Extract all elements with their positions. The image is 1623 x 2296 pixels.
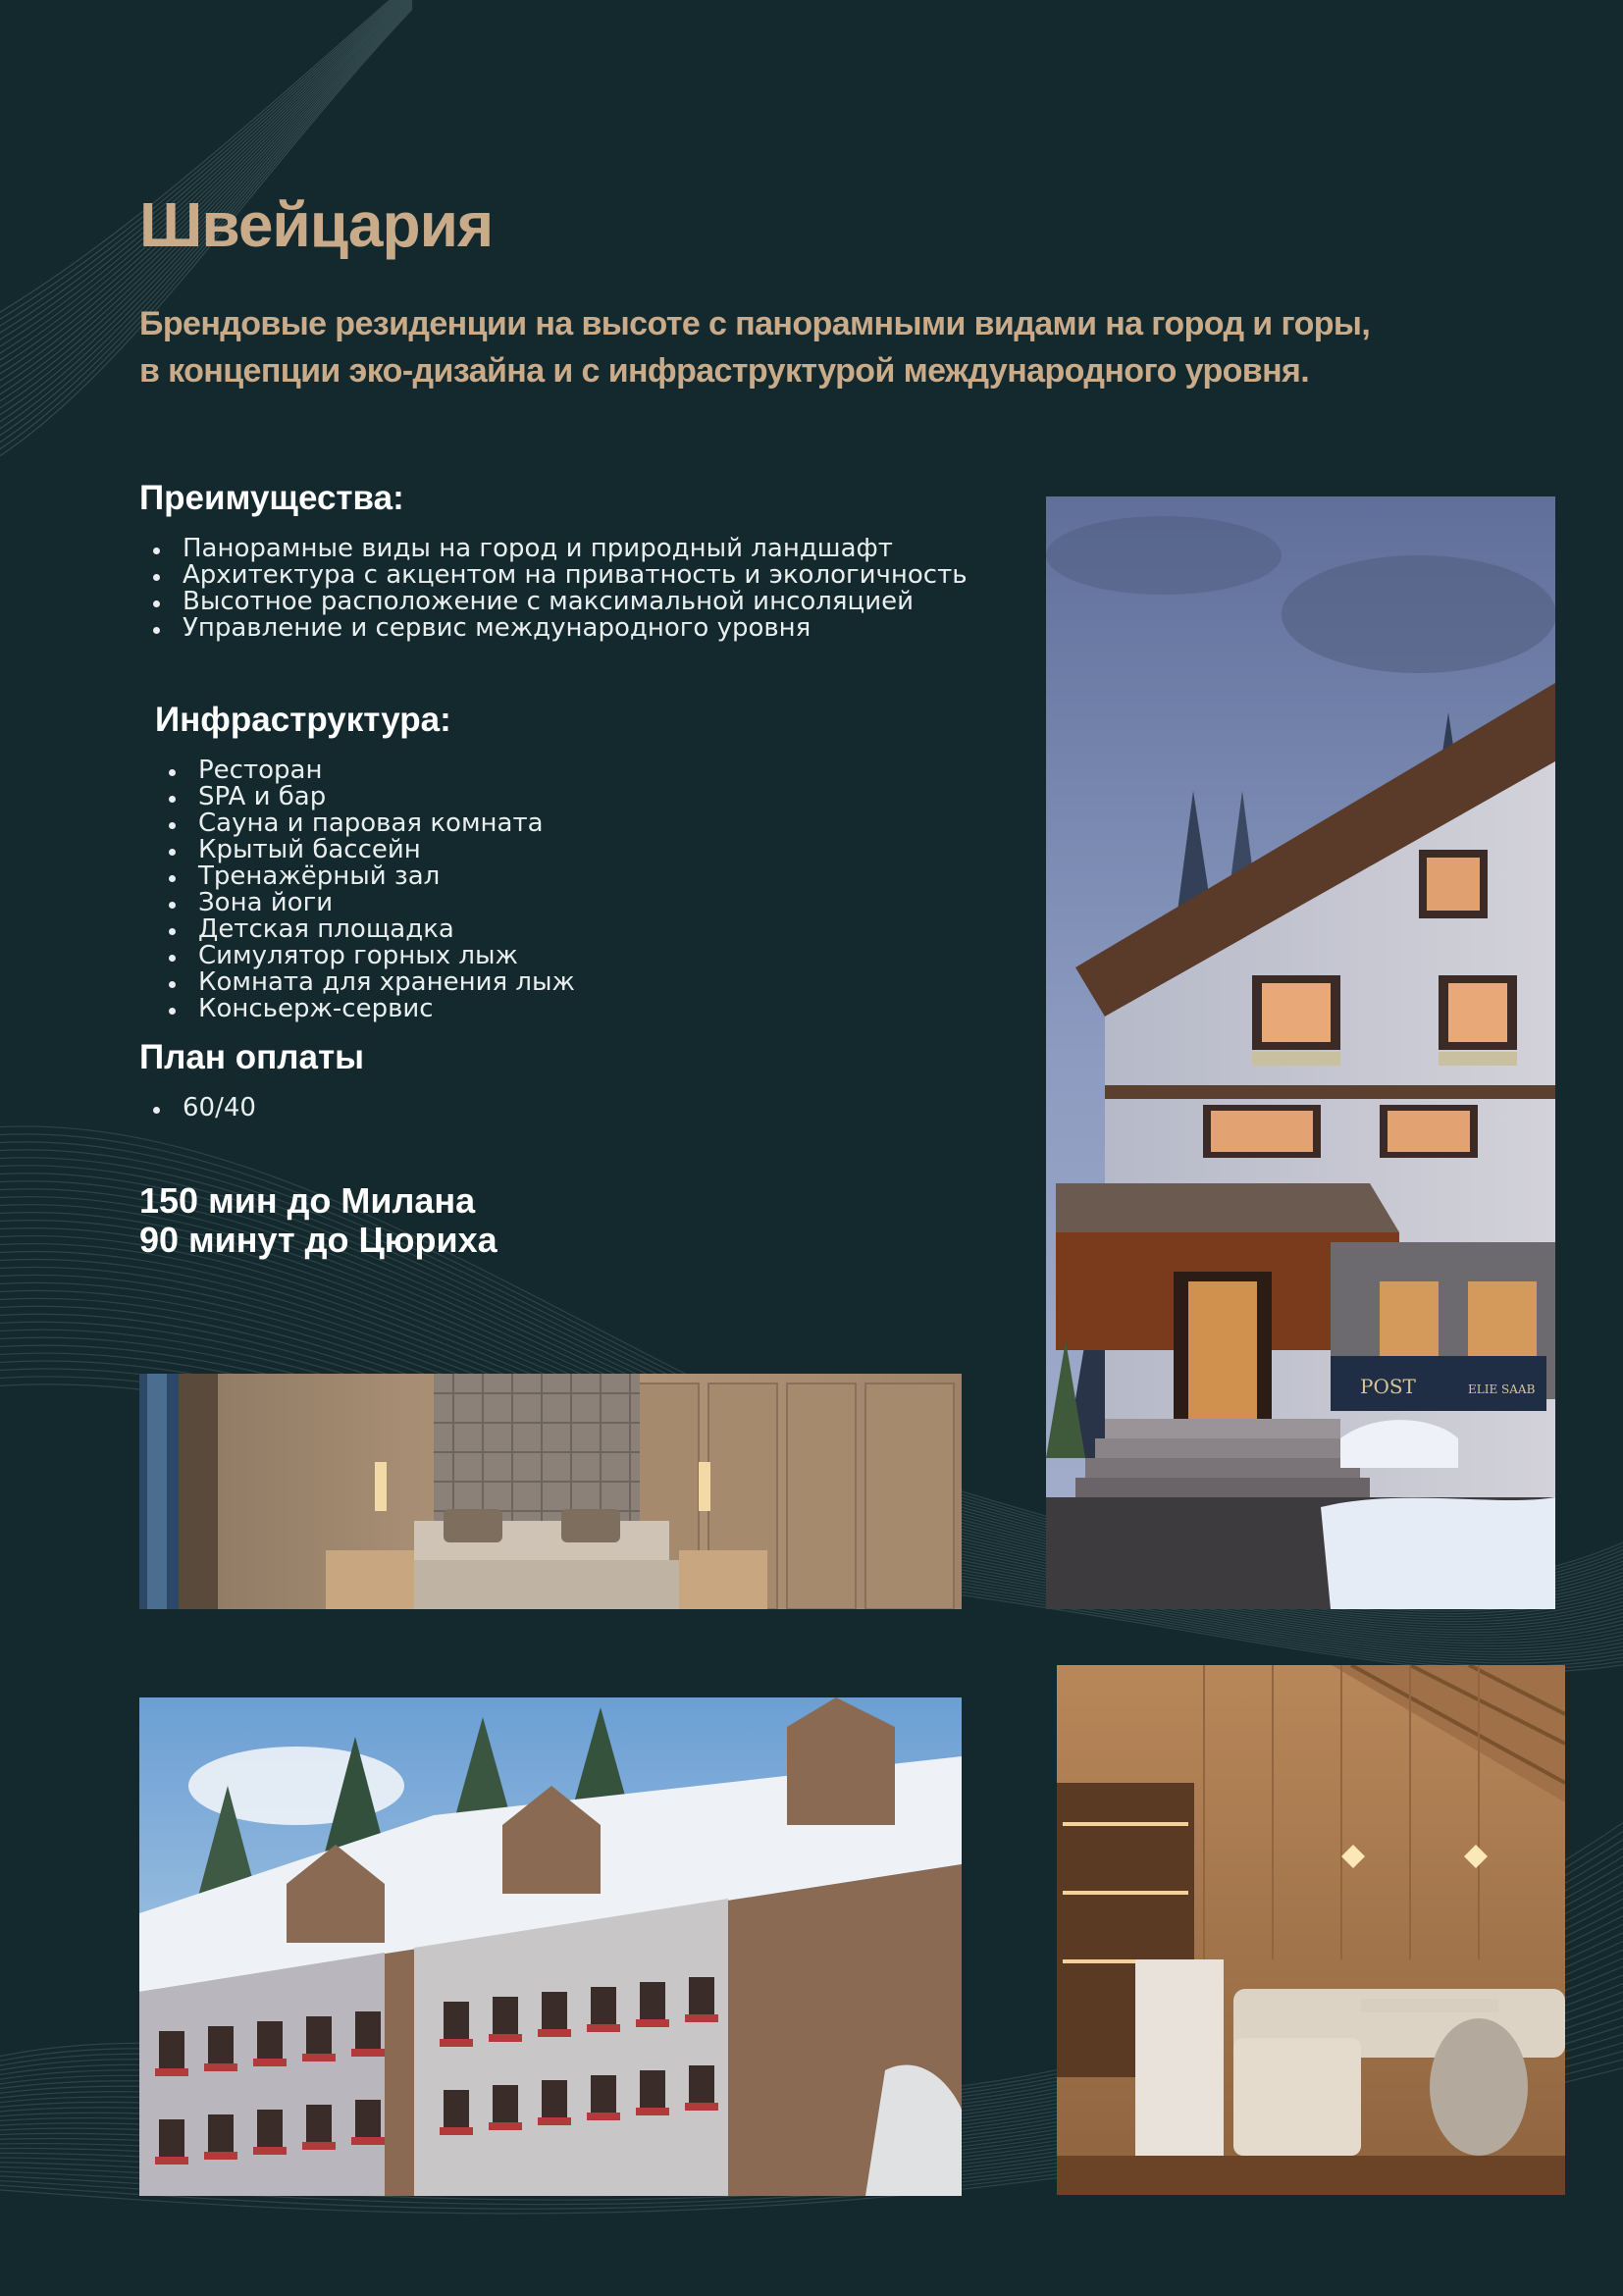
advantages-list: [139, 536, 968, 642]
list-item: Управление и сервис международного уровня: [139, 615, 968, 642]
hotel-sign-sub-text: ELIE SAAB: [1468, 1383, 1536, 1396]
list-item: Сауна и паровая комната: [139, 810, 575, 837]
list-item: Детская площадка: [139, 916, 575, 943]
list-item: Ресторан: [139, 757, 575, 784]
distance-zurich: 90 минут до Цюриха: [139, 1220, 497, 1260]
list-item: Крытый бассейн: [139, 837, 575, 863]
list-item: Высотное расположение с максимальной инсоляцией: [139, 589, 968, 615]
photo-bedroom: [139, 1374, 962, 1609]
list-item: 60/40: [139, 1095, 256, 1122]
advantages-heading: Преимущества:: [139, 479, 404, 517]
list-item: Симулятор горных лыж: [139, 943, 575, 969]
page-subtitle: Брендовые резиденции на высоте с панорамными видами на город и горы, в концепции эко-дизайна и с инфраструктурой международного уровня.: [139, 305, 1371, 390]
payment-list: [139, 1095, 256, 1122]
list-item: Панорамные виды на город и природный ландшафт: [139, 536, 968, 562]
list-item: SPA и бар: [139, 784, 575, 810]
payment-heading: План оплаты: [139, 1038, 364, 1076]
list-item: Консьерж-сервис: [139, 996, 575, 1022]
list-item: Архитектура с акцентом на приватность и экологичность: [139, 562, 968, 589]
list-item: Тренажёрный зал: [139, 863, 575, 890]
infrastructure-heading: Инфраструктура:: [155, 701, 451, 739]
list-item: Комната для хранения лыж: [139, 969, 575, 996]
photo-chalet-exterior: [1046, 496, 1555, 1609]
infrastructure-list: [139, 757, 575, 1022]
distances: [139, 1181, 497, 1260]
page-title: Швейцария: [139, 189, 494, 260]
list-item: Зона йоги: [139, 890, 575, 916]
photo-lounge-interior: [1057, 1665, 1565, 2195]
distance-milan: 150 мин до Милана: [139, 1180, 476, 1221]
photo-residence-building: [139, 1697, 962, 2196]
hotel-sign-text: POST: [1360, 1375, 1416, 1398]
